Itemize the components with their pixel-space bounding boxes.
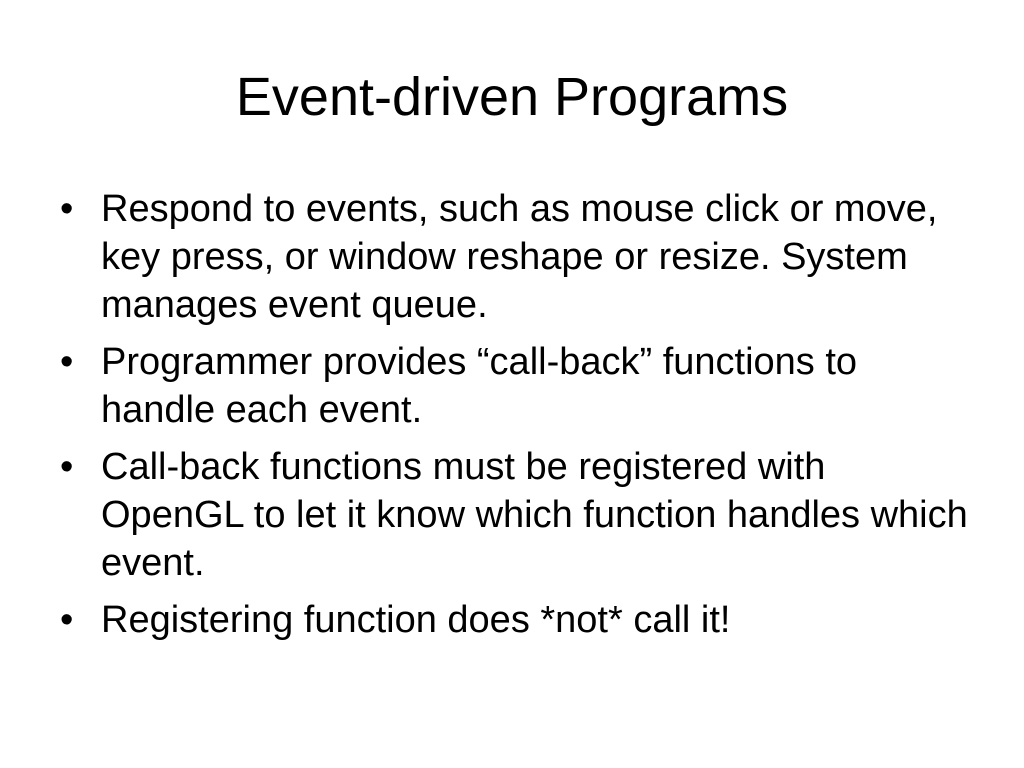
bullet-text: Registering function does *not* call it! (101, 599, 731, 641)
bullet-dot-icon: • (60, 446, 74, 488)
bullet-text: Programmer provides “call-back” functions to handle each event. (101, 341, 858, 431)
bullet-text: Call-back functions must be registered with OpenGL to let it know which function handles which event. (101, 446, 968, 584)
slide-title: Event-driven Programs (235, 67, 789, 127)
bullet-item (60, 185, 970, 329)
bullet-text: Respond to events, such as mouse click or move, key press, or window reshape or resize. System manages event queue. (101, 188, 938, 326)
bullet-dot-icon: • (60, 188, 74, 230)
bullet-list (60, 185, 970, 653)
bullet-item (60, 596, 970, 644)
bullet-dot-icon: • (60, 599, 74, 641)
bullet-item (60, 338, 970, 434)
bullet-item (60, 443, 970, 587)
bullet-dot-icon: • (60, 341, 74, 383)
